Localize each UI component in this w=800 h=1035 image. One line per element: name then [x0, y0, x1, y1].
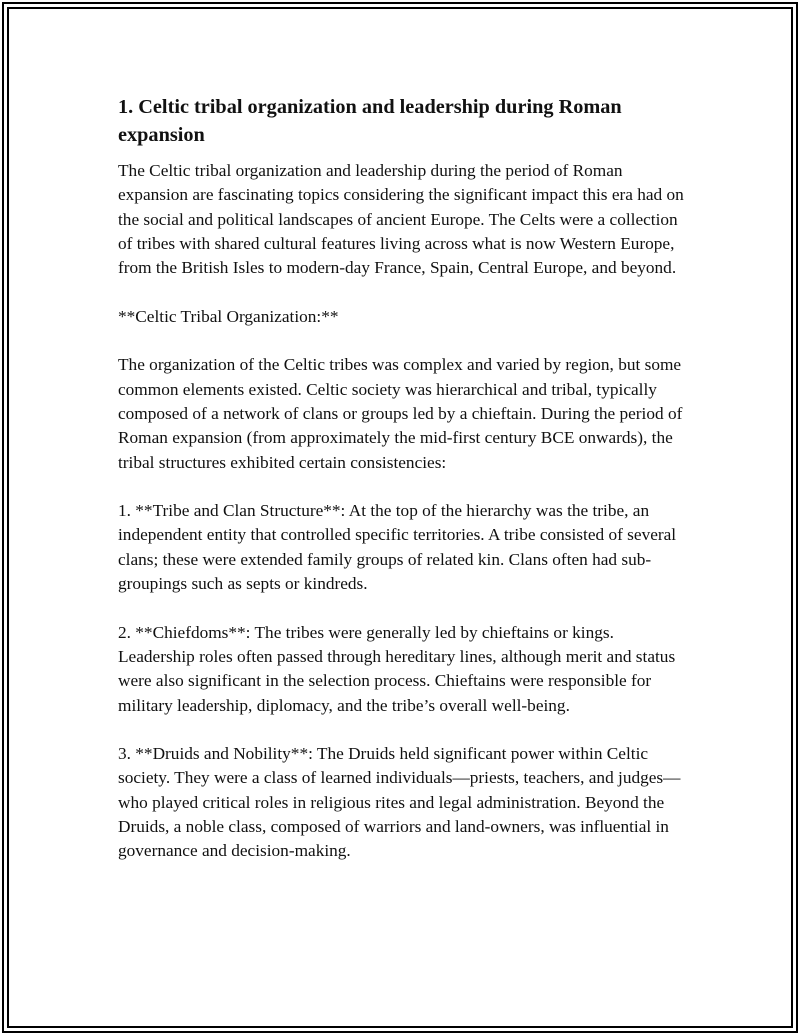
list-item-druids-nobility: 3. **Druids and Nobility**: The Druids held significant power within Celtic society. They were a class of learned individuals—priests, teachers, and judges—who played critical roles in religious rites and legal administration. Beyond the Druids, a noble class, composed of warriors and land-owners, was influential in governance and decision-making.: [118, 744, 681, 861]
intro-paragraph: The Celtic tribal organization and leadership during the period of Roman expansion are fascinating topics considering the significant impact this era had on the social and political landscapes of ancient Europe. The Celts were a collection of tribes with shared cultural features living across what is now Western Europe, from the British Isles to modern-day France, Spain, Central Europe, and beyond.: [118, 161, 684, 278]
subheading-paragraph: **Celtic Tribal Organization:**: [118, 306, 339, 326]
organization-paragraph: The organization of the Celtic tribes was complex and varied by region, but some common elements existed. Celtic society was hierarchical and tribal, typically composed of a network of clans or groups led by a chieftain. During the period of Roman expansion (from approximately the mid-first century BCE onwards), the tribal structures exhibited certain consistencies:: [118, 355, 683, 472]
document-body: [118, 93, 688, 888]
section-heading: 1. Celtic tribal organization and leadership during Roman expansion: [118, 96, 622, 146]
list-item-chiefdoms: 2. **Chiefdoms**: The tribes were generally led by chieftains or kings. Leadership roles often passed through hereditary lines, although merit and status were also significant in the selection process. Chieftains were responsible for military leadership, diplomacy, and the tribe’s overall well-being.: [118, 622, 676, 715]
list-item-tribe-clan: 1. **Tribe and Clan Structure**: At the top of the hierarchy was the tribe, an independent entity that controlled specific territories. A tribe consisted of several clans; these were extended family groups of related kin. Clans often had sub-groupings such as septs or kindreds.: [118, 501, 677, 594]
